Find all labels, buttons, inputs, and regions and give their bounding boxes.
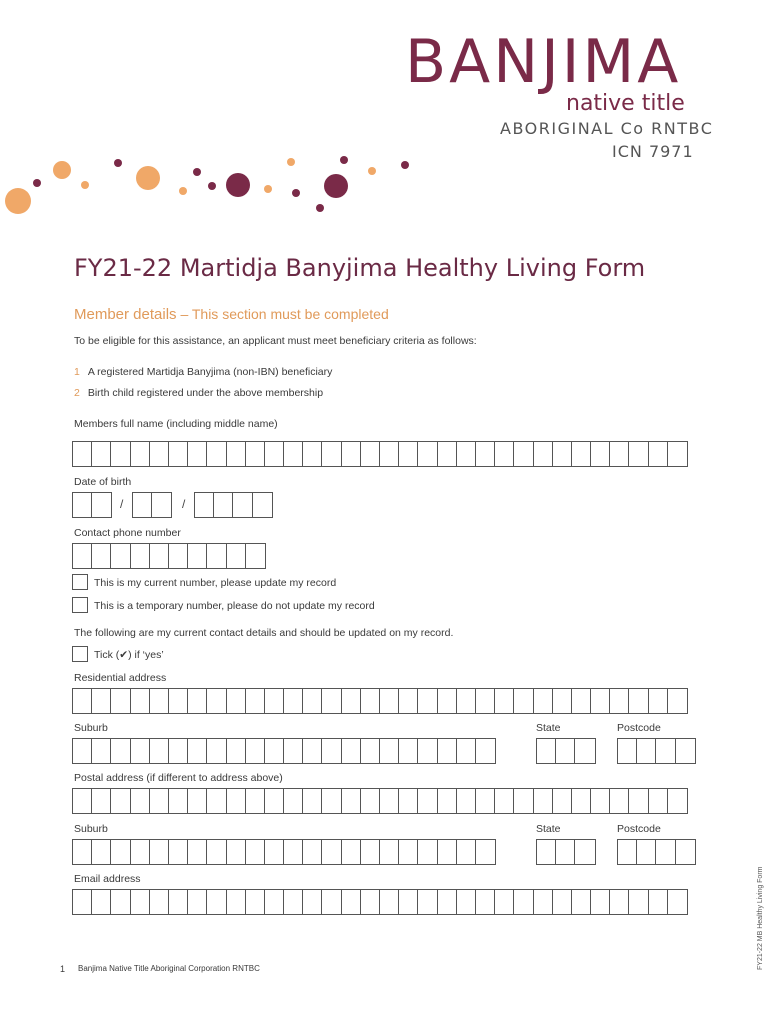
character-cell[interactable]: [591, 890, 610, 914]
criteria-text: A registered Martidja Banyjima (non-IBN) beneficiary: [87, 366, 333, 378]
character-cell[interactable]: [111, 789, 130, 813]
character-cell[interactable]: [476, 442, 495, 466]
dob-month-field[interactable]: [132, 492, 172, 518]
character-cell[interactable]: [303, 739, 322, 763]
character-cell[interactable]: [92, 789, 111, 813]
character-cell[interactable]: [418, 840, 437, 864]
character-cell[interactable]: [111, 689, 130, 713]
character-cell[interactable]: [284, 442, 303, 466]
character-cell[interactable]: [610, 442, 629, 466]
character-cell[interactable]: [618, 840, 637, 864]
postcode-label: Postcode: [617, 823, 661, 835]
character-cell[interactable]: [438, 890, 457, 914]
character-cell[interactable]: [418, 739, 437, 763]
email-label: Email address: [74, 873, 141, 885]
postal-suburb-field[interactable]: [72, 839, 496, 865]
character-cell[interactable]: [322, 840, 341, 864]
character-cell[interactable]: [514, 890, 533, 914]
character-cell[interactable]: [668, 890, 687, 914]
character-cell[interactable]: [457, 442, 476, 466]
character-cell[interactable]: [399, 442, 418, 466]
character-cell[interactable]: [476, 739, 495, 763]
character-cell[interactable]: [495, 789, 514, 813]
tick-yes-label: Tick (✔) if ‘yes’: [94, 649, 164, 661]
residential-address-field[interactable]: [72, 688, 688, 714]
character-cell[interactable]: [207, 739, 226, 763]
character-cell[interactable]: [195, 493, 214, 517]
section-heading: [74, 306, 389, 323]
character-cell[interactable]: [227, 789, 246, 813]
character-cell[interactable]: [399, 739, 418, 763]
character-cell[interactable]: [246, 890, 265, 914]
character-cell[interactable]: [188, 789, 207, 813]
character-cell[interactable]: [73, 890, 92, 914]
character-cell[interactable]: [322, 442, 341, 466]
character-cell[interactable]: [418, 689, 437, 713]
character-cell[interactable]: [169, 544, 188, 568]
character-cell[interactable]: [111, 840, 130, 864]
character-cell[interactable]: [265, 840, 284, 864]
phone-label: Contact phone number: [74, 527, 181, 539]
character-cell[interactable]: [457, 789, 476, 813]
character-cell[interactable]: [418, 442, 437, 466]
character-cell[interactable]: [534, 689, 553, 713]
character-cell[interactable]: [284, 689, 303, 713]
character-cell[interactable]: [111, 544, 130, 568]
character-cell[interactable]: [342, 739, 361, 763]
section-subheading: – This section must be completed: [180, 306, 389, 322]
character-cell[interactable]: [649, 442, 668, 466]
character-cell[interactable]: [303, 442, 322, 466]
character-cell[interactable]: [649, 689, 668, 713]
character-cell[interactable]: [438, 689, 457, 713]
character-cell[interactable]: [637, 840, 656, 864]
character-cell[interactable]: [207, 789, 226, 813]
postal-postcode-field[interactable]: [617, 839, 696, 865]
character-cell[interactable]: [284, 840, 303, 864]
character-cell[interactable]: [73, 739, 92, 763]
section-heading-main: Member details: [74, 306, 177, 323]
suburb-label: Suburb: [74, 823, 108, 835]
character-cell[interactable]: [303, 789, 322, 813]
character-cell[interactable]: [380, 442, 399, 466]
character-cell[interactable]: [169, 689, 188, 713]
criteria-number: 2: [74, 387, 80, 399]
character-cell[interactable]: [537, 840, 556, 864]
form-title: FY21-22 Martidja Banyjima Healthy Living Form: [74, 254, 646, 282]
page-number: 1: [60, 964, 66, 974]
character-cell[interactable]: [591, 789, 610, 813]
character-cell[interactable]: [227, 442, 246, 466]
character-cell[interactable]: [131, 544, 150, 568]
character-cell[interactable]: [73, 840, 92, 864]
character-cell[interactable]: [169, 739, 188, 763]
character-cell[interactable]: [418, 890, 437, 914]
character-cell[interactable]: [227, 689, 246, 713]
character-cell[interactable]: [457, 840, 476, 864]
character-cell[interactable]: [676, 739, 695, 763]
postal-address-field[interactable]: [72, 788, 688, 814]
dob-day-field[interactable]: [72, 492, 112, 518]
residential-label: Residential address: [74, 672, 167, 684]
character-cell[interactable]: [265, 739, 284, 763]
character-cell[interactable]: [169, 789, 188, 813]
character-cell[interactable]: [150, 689, 169, 713]
character-cell[interactable]: [361, 442, 380, 466]
character-cell[interactable]: [188, 739, 207, 763]
logo-icn: ICN 7971: [612, 142, 694, 161]
character-cell[interactable]: [246, 789, 265, 813]
character-cell[interactable]: [618, 739, 637, 763]
character-cell[interactable]: [553, 789, 572, 813]
character-cell[interactable]: [572, 442, 591, 466]
character-cell[interactable]: [342, 442, 361, 466]
character-cell[interactable]: [207, 840, 226, 864]
character-cell[interactable]: [111, 442, 130, 466]
character-cell[interactable]: [342, 840, 361, 864]
character-cell[interactable]: [668, 789, 687, 813]
character-cell[interactable]: [265, 789, 284, 813]
character-cell[interactable]: [133, 493, 152, 517]
character-cell[interactable]: [591, 442, 610, 466]
character-cell[interactable]: [534, 890, 553, 914]
character-cell[interactable]: [610, 789, 629, 813]
state-label: State: [536, 823, 561, 835]
character-cell[interactable]: [73, 544, 92, 568]
character-cell[interactable]: [169, 840, 188, 864]
character-cell[interactable]: [514, 789, 533, 813]
dob-separator: /: [120, 497, 124, 511]
character-cell[interactable]: [553, 689, 572, 713]
character-cell[interactable]: [246, 544, 265, 568]
character-cell[interactable]: [495, 890, 514, 914]
character-cell[interactable]: [227, 739, 246, 763]
full-name-label: Members full name (including middle name): [74, 418, 278, 430]
character-cell[interactable]: [246, 442, 265, 466]
logo-native-title: native title: [566, 91, 685, 116]
character-cell[interactable]: [399, 890, 418, 914]
character-cell[interactable]: [457, 739, 476, 763]
character-cell[interactable]: [111, 890, 130, 914]
character-cell[interactable]: [207, 689, 226, 713]
character-cell[interactable]: [399, 689, 418, 713]
character-cell[interactable]: [438, 840, 457, 864]
character-cell[interactable]: [131, 739, 150, 763]
character-cell[interactable]: [207, 442, 226, 466]
character-cell[interactable]: [131, 689, 150, 713]
character-cell[interactable]: [284, 739, 303, 763]
character-cell[interactable]: [361, 890, 380, 914]
contact-details-checkbox[interactable]: [72, 646, 88, 662]
character-cell[interactable]: [476, 890, 495, 914]
character-cell[interactable]: [572, 689, 591, 713]
character-cell[interactable]: [92, 890, 111, 914]
character-cell[interactable]: [629, 789, 648, 813]
character-cell[interactable]: [150, 442, 169, 466]
character-cell[interactable]: [246, 689, 265, 713]
character-cell[interactable]: [303, 840, 322, 864]
character-cell[interactable]: [92, 689, 111, 713]
suburb-label: Suburb: [74, 722, 108, 734]
contact-note: The following are my current contact details and should be updated on my record.: [74, 627, 454, 639]
temporary-number-checkbox[interactable]: [72, 597, 88, 613]
character-cell[interactable]: [92, 442, 111, 466]
character-cell[interactable]: [591, 689, 610, 713]
side-form-id: FY21-22 MB Healthy Living Form: [757, 866, 764, 970]
logo-corporation: ABORIGINAL Co RNTBC: [500, 119, 714, 138]
character-cell[interactable]: [131, 442, 150, 466]
character-cell[interactable]: [73, 442, 92, 466]
character-cell[interactable]: [169, 890, 188, 914]
character-cell[interactable]: [361, 789, 380, 813]
character-cell[interactable]: [556, 739, 575, 763]
character-cell[interactable]: [73, 789, 92, 813]
character-cell[interactable]: [207, 890, 226, 914]
character-cell[interactable]: [131, 890, 150, 914]
character-cell[interactable]: [629, 442, 648, 466]
character-cell[interactable]: [495, 442, 514, 466]
character-cell[interactable]: [399, 789, 418, 813]
character-cell[interactable]: [361, 739, 380, 763]
character-cell[interactable]: [322, 739, 341, 763]
character-cell[interactable]: [253, 493, 272, 517]
character-cell[interactable]: [150, 739, 169, 763]
character-cell[interactable]: [575, 840, 594, 864]
character-cell[interactable]: [514, 442, 533, 466]
character-cell[interactable]: [418, 789, 437, 813]
character-cell[interactable]: [668, 689, 687, 713]
character-cell[interactable]: [380, 689, 399, 713]
character-cell[interactable]: [380, 739, 399, 763]
character-cell[interactable]: [380, 840, 399, 864]
character-cell[interactable]: [553, 890, 572, 914]
character-cell[interactable]: [553, 442, 572, 466]
postal-state-field[interactable]: [536, 839, 596, 865]
character-cell[interactable]: [610, 689, 629, 713]
character-cell[interactable]: [610, 890, 629, 914]
criteria-text: Birth child registered under the above membership: [87, 387, 324, 399]
character-cell[interactable]: [246, 840, 265, 864]
postcode-label: Postcode: [617, 722, 661, 734]
logo-banjima: BANJIMA: [405, 27, 682, 97]
character-cell[interactable]: [246, 739, 265, 763]
state-label: State: [536, 722, 561, 734]
character-cell[interactable]: [322, 689, 341, 713]
character-cell[interactable]: [342, 890, 361, 914]
character-cell[interactable]: [637, 739, 656, 763]
character-cell[interactable]: [188, 544, 207, 568]
character-cell[interactable]: [150, 890, 169, 914]
footer-org: Banjima Native Title Aboriginal Corporation RNTBC: [78, 964, 260, 973]
criteria-item: [74, 366, 332, 378]
character-cell[interactable]: [233, 493, 252, 517]
temporary-number-label: This is a temporary number, please do not update my record: [94, 600, 375, 612]
character-cell[interactable]: [476, 689, 495, 713]
decorative-dots: [0, 150, 420, 220]
character-cell[interactable]: [150, 789, 169, 813]
character-cell[interactable]: [514, 689, 533, 713]
character-cell[interactable]: [380, 890, 399, 914]
character-cell[interactable]: [207, 544, 226, 568]
character-cell[interactable]: [399, 840, 418, 864]
character-cell[interactable]: [438, 789, 457, 813]
character-cell[interactable]: [111, 739, 130, 763]
character-cell[interactable]: [457, 890, 476, 914]
character-cell[interactable]: [188, 442, 207, 466]
character-cell[interactable]: [556, 840, 575, 864]
character-cell[interactable]: [303, 890, 322, 914]
character-cell[interactable]: [649, 890, 668, 914]
character-cell[interactable]: [361, 689, 380, 713]
character-cell[interactable]: [188, 890, 207, 914]
character-cell[interactable]: [92, 493, 111, 517]
character-cell[interactable]: [572, 890, 591, 914]
character-cell[interactable]: [438, 739, 457, 763]
character-cell[interactable]: [214, 493, 233, 517]
character-cell[interactable]: [495, 689, 514, 713]
postcode-field[interactable]: [617, 738, 696, 764]
character-cell[interactable]: [227, 840, 246, 864]
suburb-field[interactable]: [72, 738, 496, 764]
character-cell[interactable]: [656, 739, 675, 763]
character-cell[interactable]: [342, 789, 361, 813]
dob-year-field[interactable]: [194, 492, 273, 518]
dob-separator: /: [182, 497, 186, 511]
character-cell[interactable]: [476, 840, 495, 864]
intro-text: To be eligible for this assistance, an applicant must meet beneficiary criteria as follows:: [74, 335, 477, 347]
character-cell[interactable]: [322, 890, 341, 914]
character-cell[interactable]: [649, 789, 668, 813]
character-cell[interactable]: [92, 544, 111, 568]
character-cell[interactable]: [303, 689, 322, 713]
character-cell[interactable]: [361, 840, 380, 864]
character-cell[interactable]: [380, 789, 399, 813]
character-cell[interactable]: [476, 789, 495, 813]
phone-field[interactable]: [72, 543, 266, 569]
character-cell[interactable]: [342, 689, 361, 713]
current-number-label: This is my current number, please update my record: [94, 577, 337, 589]
character-cell[interactable]: [131, 789, 150, 813]
character-cell[interactable]: [131, 840, 150, 864]
character-cell[interactable]: [92, 840, 111, 864]
dob-label: Date of birth: [74, 476, 132, 488]
character-cell[interactable]: [227, 890, 246, 914]
character-cell[interactable]: [284, 890, 303, 914]
character-cell[interactable]: [534, 442, 553, 466]
character-cell[interactable]: [537, 739, 556, 763]
character-cell[interactable]: [92, 739, 111, 763]
character-cell[interactable]: [676, 840, 695, 864]
criteria-item: [74, 387, 323, 399]
character-cell[interactable]: [572, 789, 591, 813]
current-number-checkbox[interactable]: [72, 574, 88, 590]
criteria-number: 1: [74, 366, 80, 378]
character-cell[interactable]: [668, 442, 687, 466]
character-cell[interactable]: [629, 890, 648, 914]
character-cell[interactable]: [150, 840, 169, 864]
character-cell[interactable]: [265, 689, 284, 713]
character-cell[interactable]: [265, 890, 284, 914]
state-field[interactable]: [536, 738, 596, 764]
character-cell[interactable]: [150, 544, 169, 568]
character-cell[interactable]: [73, 493, 92, 517]
character-cell[interactable]: [188, 840, 207, 864]
character-cell[interactable]: [575, 739, 594, 763]
character-cell[interactable]: [188, 689, 207, 713]
character-cell[interactable]: [169, 442, 188, 466]
email-field[interactable]: [72, 889, 688, 915]
character-cell[interactable]: [534, 789, 553, 813]
character-cell[interactable]: [656, 840, 675, 864]
character-cell[interactable]: [457, 689, 476, 713]
character-cell[interactable]: [629, 689, 648, 713]
character-cell[interactable]: [284, 789, 303, 813]
full-name-field[interactable]: [72, 441, 688, 467]
character-cell[interactable]: [322, 789, 341, 813]
character-cell[interactable]: [73, 689, 92, 713]
character-cell[interactable]: [438, 442, 457, 466]
character-cell[interactable]: [265, 442, 284, 466]
character-cell[interactable]: [227, 544, 246, 568]
postal-label: Postal address (if different to address above): [74, 772, 283, 784]
character-cell[interactable]: [152, 493, 171, 517]
